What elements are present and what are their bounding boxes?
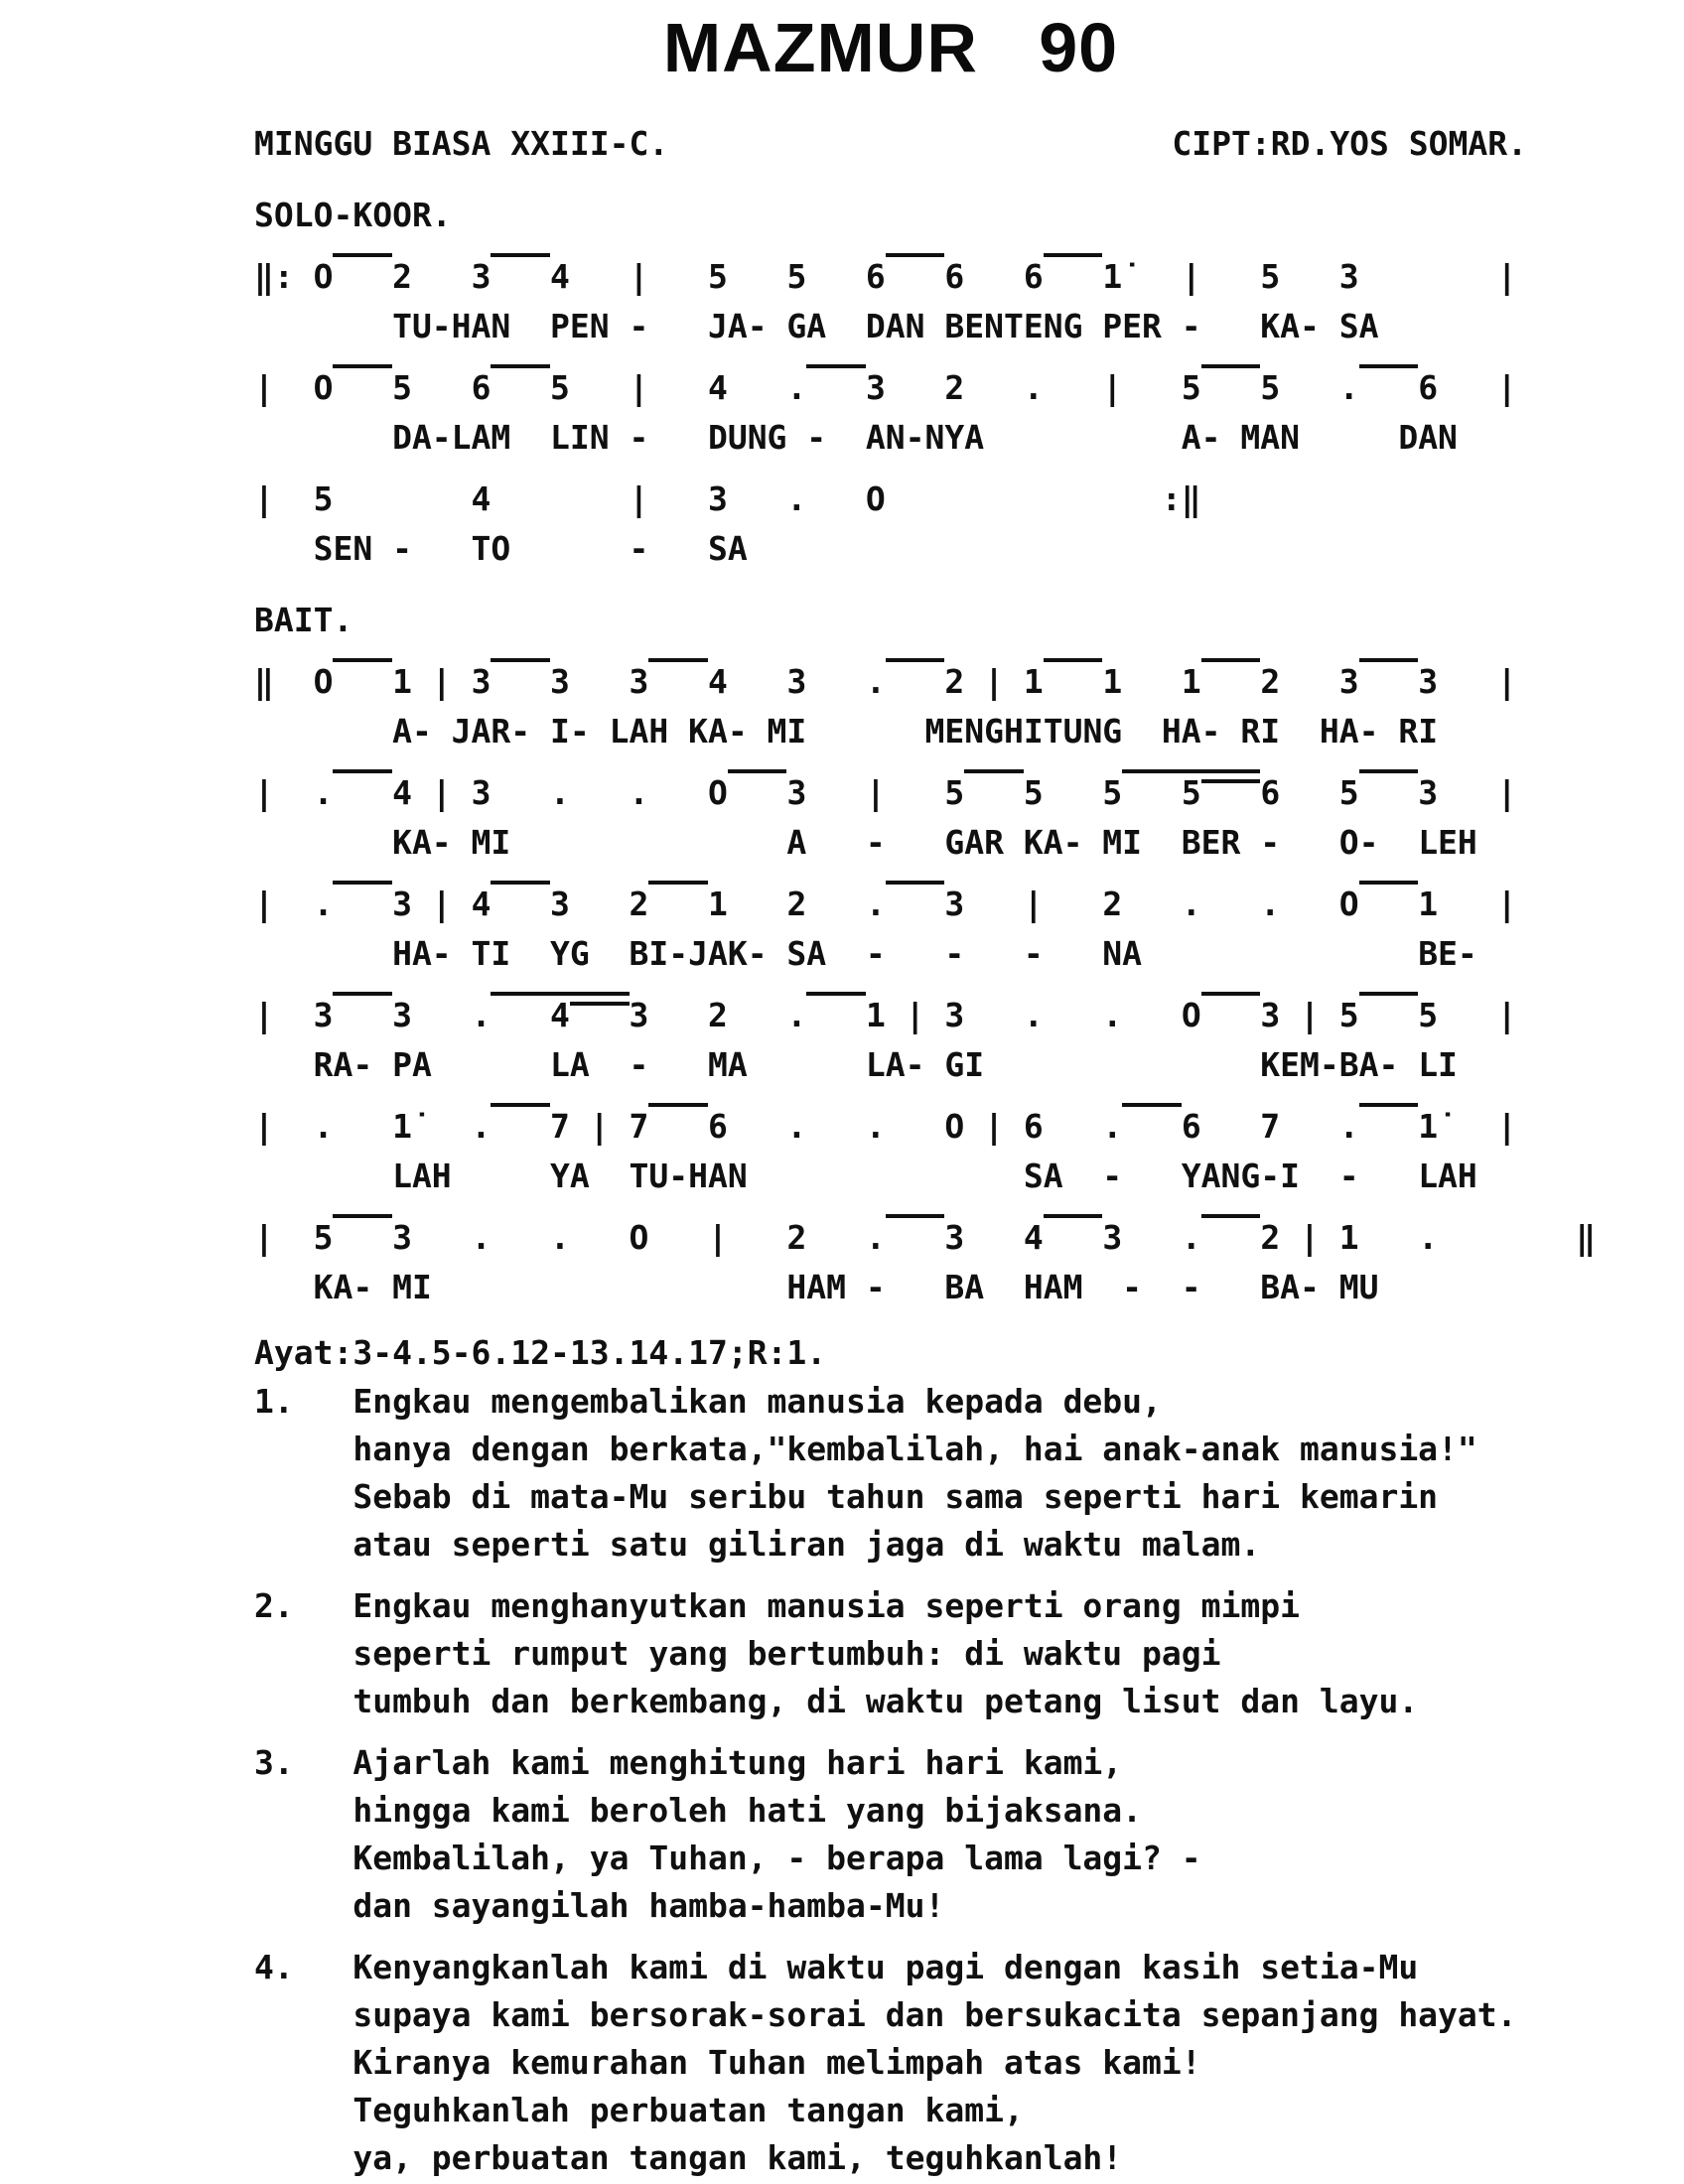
liturgical-week-label: MINGGU BIASA XXIII-C. [254, 124, 669, 163]
verse-line: Kenyangkanlah kami di waktu pagi dengan kasih setia-Mu [352, 1948, 1419, 1986]
verse-line: seperti rumput yang bertumbuh: di waktu pagi [352, 1634, 1221, 1673]
verse-lines [352, 1378, 1476, 1569]
verse-number: 3. [254, 1743, 294, 1782]
verses-list [254, 1378, 1527, 2182]
verse-line: tumbuh dan berkembang, di waktu petang lisut dan layu. [352, 1682, 1419, 1720]
verse-item [254, 1944, 1527, 2182]
section-label: SOLO-KOOR. [254, 196, 452, 234]
verse-item [254, 1378, 1527, 1569]
verse-line: hanya dengan berkata,"kembalilah, hai anak-anak manusia!" [352, 1430, 1477, 1468]
composer-credit: CIPT:RD.YOS SOMAR. [1172, 124, 1527, 163]
notation-system [254, 991, 1527, 1090]
notes-row: ‖: O 2 3 4 | 5 5 6 6 6 1̇ | 5 3 | [254, 252, 1527, 302]
notes-row: | 3 3 . 4 3 2 . 1 | 3 . . O 3 | 5 5 | [254, 991, 1527, 1040]
page-content [254, 9, 1597, 2182]
verse-number: 4. [254, 1948, 294, 1986]
lyrics-row: A- JAR- I- LAH KA- MI MENGHITUNG HA- RI HA- RI [254, 712, 1439, 751]
lyrics-row: RA- PA LA - MA LA- GI KEM-BA- LI [254, 1045, 1458, 1084]
verse-line: atau seperti satu giliran jaga di waktu malam. [352, 1525, 1261, 1564]
lyrics-row: KA- MI A - GAR KA- MI BER - O- LEH [254, 823, 1477, 862]
verse-reference-heading: Ayat:3-4.5-6.12-13.14.17;R:1. [254, 1333, 827, 1372]
lyrics-row: TU-HAN PEN - JA- GA DAN BENTENG PER - KA- SA [254, 307, 1379, 345]
verse-item [254, 1739, 1527, 1930]
notation-system [254, 1213, 1597, 1312]
notes-row: | 5 4 | 3 . O :‖ [254, 479, 1201, 518]
notation-system [254, 475, 1527, 574]
music-section [254, 596, 1597, 1312]
verse-line: Teguhkanlah perbuatan tangan kami, [352, 2091, 1024, 2129]
verse-line: Engkau mengembalikan manusia kepada debu, [352, 1382, 1162, 1421]
music-sections [254, 191, 1597, 1312]
section-systems [254, 252, 1527, 574]
verse-line: Kembalilah, ya Tuhan, - berapa lama lagi? - [352, 1839, 1201, 1877]
header-row [254, 119, 1527, 169]
verse-number: 2. [254, 1586, 294, 1625]
verse-line: Engkau menghanyutkan manusia seperti orang mimpi [352, 1586, 1300, 1625]
lyrics-row: DA-LAM LIN - DUNG - AN-NYA A- MAN DAN [254, 418, 1458, 457]
verse-item [254, 1582, 1527, 1725]
lyrics-row: HA- TI YG BI-JAK- SA - - - NA BE- [254, 934, 1477, 973]
notes-row: | . 4 | 3 . . O 3 | 5 5 5 5 6 5 3 | [254, 768, 1527, 818]
notation-system [254, 880, 1527, 979]
verse-line: Sebab di mata-Mu seribu tahun sama seperti hari kemarin [352, 1477, 1439, 1516]
verse-lines [352, 1944, 1516, 2182]
verse-line: dan sayangilah hamba-hamba-Mu! [352, 1886, 945, 1925]
notation-system [254, 657, 1527, 756]
page-title: MAZMUR 90 [662, 9, 1119, 86]
music-section [254, 191, 1527, 574]
notes-row: | O 5 6 5 | 4 . 3 2 . | 5 5 . 6 | [254, 363, 1527, 413]
section-label: BAIT. [254, 601, 353, 639]
notation-system [254, 252, 1527, 351]
verse-line: ya, perbuatan tangan kami, teguhkanlah! [352, 2138, 1123, 2177]
notes-row: | . 1̇ . 7 | 7 6 . . O | 6 . 6 7 . 1̇ | [254, 1102, 1527, 1152]
verse-lines [352, 1739, 1200, 1930]
notation-system [254, 768, 1527, 868]
verse-line: Ajarlah kami menghitung hari hari kami, [352, 1743, 1123, 1782]
verse-lines [352, 1582, 1418, 1725]
notes-row: | . 3 | 4 3 2 1 2 . 3 | 2 . . O 1 | [254, 880, 1527, 929]
notes-row: ‖ O 1 | 3 3 3 4 3 . 2 | 1 1 1 2 3 3 | [254, 657, 1527, 707]
lyrics-row: LAH YA TU-HAN SA - YANG-I - LAH [254, 1157, 1477, 1195]
notation-system [254, 363, 1527, 463]
lyrics-row: SEN - TO - SA [254, 529, 748, 568]
verse-line: supaya kami bersorak-sorai dan bersukacita sepanjang hayat. [352, 1995, 1517, 2034]
verse-line: Kiranya kemurahan Tuhan melimpah atas kami! [352, 2043, 1201, 2082]
notes-row: | 5 3 . . O | 2 . 3 4 3 . 2 | 1 . ‖ [254, 1213, 1527, 1263]
lyrics-row: KA- MI HAM - BA HAM - - BA- MU [254, 1268, 1379, 1306]
verse-number: 1. [254, 1382, 294, 1421]
section-systems [254, 657, 1597, 1312]
notation-system [254, 1102, 1527, 1201]
verse-line: hingga kami beroleh hati yang bijaksana. [352, 1791, 1143, 1830]
